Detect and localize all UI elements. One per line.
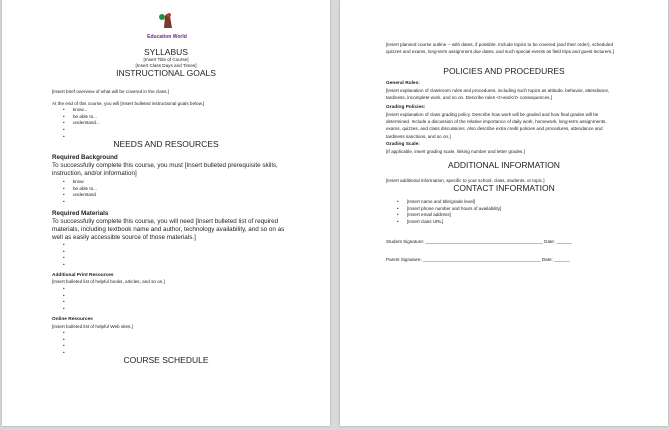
list-item <box>63 262 73 269</box>
parent-signature-line: Parent Signature: ______________________________________________ Date: ______ <box>386 257 570 262</box>
required-background-text: To successfully complete this course, you must [Insert bulleted prerequisite skills, instruction, and/or information] <box>52 162 278 177</box>
print-list <box>63 286 73 313</box>
required-background-label: Required Background <box>52 154 118 161</box>
student-signature-line: Student Signature: ______________________________________________ Date: ______ <box>386 239 572 244</box>
list-item: • be able to... <box>63 114 100 121</box>
general-rules-label: General Rules: <box>386 81 420 86</box>
list-item: • know <box>63 179 97 186</box>
general-rules-text: [Insert explanation of classroom rules and procedures, including such topics as attitude, behavior, attendance, tardiness, incomplete work, and so on. Describe rules <I>and</I> consequences.] <box>386 88 610 101</box>
list-item: • [Insert name and title/grade level] <box>397 199 501 206</box>
online-resources-label: Online Resources <box>52 317 93 322</box>
list-item <box>63 337 73 344</box>
list-item <box>63 255 73 262</box>
instructional-goals-heading: INSTRUCTIONAL GOALS <box>116 68 216 78</box>
list-item <box>63 242 73 249</box>
page-2 <box>340 0 668 426</box>
list-item <box>63 343 73 350</box>
additional-info-text: [Insert additional information, specific to your school, class, students, or topic.] <box>386 178 545 183</box>
list-item <box>63 199 97 206</box>
course-title: [Insert Title of Course] <box>143 57 189 62</box>
list-item <box>63 330 73 337</box>
materials-list <box>63 242 73 269</box>
list-item: • understand <box>63 192 97 199</box>
list-item: • know... <box>63 107 100 114</box>
course-schedule-heading: COURSE SCHEDULE <box>123 355 209 365</box>
needs-heading: NEEDS AND RESOURCES <box>113 139 219 149</box>
list-item <box>63 306 73 313</box>
syllabus-title: SYLLABUS <box>144 47 188 57</box>
list-item: • [Insert email address] <box>397 212 501 219</box>
goals-list <box>63 107 100 140</box>
goals-intro: At the end of this course, you will [Insert bulleted instructional goals below.] <box>52 101 205 106</box>
course-outline-text: [Insert planned course outline -- with dates, if possible. Include topics to be covered (and their order), scheduled quizzes and exams, long-term assignment due dates, and such special events as field trips and guest lecturers.] <box>386 42 614 55</box>
background-list <box>63 179 97 206</box>
list-item <box>63 293 73 300</box>
list-item <box>63 286 73 293</box>
grading-scale-label: Grading Scale: <box>386 142 420 147</box>
print-resources-text: [Insert bulleted list of helpful books, articles, and so on.] <box>52 279 165 284</box>
list-item: • understand... <box>63 120 100 127</box>
required-materials-text: To successfully complete this course, you will need [Insert bulleted list of required materials, including textbook name and author, technology availability, and so on as well as easily accessible source of those materials.] <box>52 218 285 241</box>
contact-list <box>397 199 501 226</box>
list-item <box>63 249 73 256</box>
grading-policies-text: [Insert explanation of class grading policy. Describe how work will be graded and how final grades will be determined. Include a discussion of the relative importance of daily work, homework, long-term assignments, exams, quizzes, and class discussions. Also describe extra credit policies and procedures, attendance and tardiness sanctions, and so on.] <box>386 112 607 139</box>
online-resources-text: [Insert bulleted list of helpful Web sites.] <box>52 324 133 329</box>
contact-info-heading: CONTACT INFORMATION <box>453 183 555 193</box>
grading-scale-text: [If applicable, insert grading scale, linking number and letter grades.] <box>386 149 525 154</box>
policies-heading: POLICIES AND PROCEDURES <box>443 66 565 76</box>
print-resources-label: Additional Print Resources <box>52 273 114 278</box>
overview-text: [Insert brief overview of what will be covered in the class.] <box>52 89 169 94</box>
list-item: • be able to... <box>63 186 97 193</box>
online-list <box>63 330 73 357</box>
additional-info-heading: ADDITIONAL INFORMATION <box>448 160 560 170</box>
course-days: [Insert Class Days and Times] <box>135 63 197 68</box>
grading-policies-label: Grading Policies: <box>386 105 426 110</box>
required-materials-label: Required Materials <box>52 210 109 217</box>
education-world-logo: Education World <box>145 12 189 40</box>
list-item <box>63 299 73 306</box>
list-item <box>63 127 100 134</box>
page-1 <box>2 0 330 426</box>
list-item: • [Insert class URL] <box>397 219 501 226</box>
list-item: • [Insert phone number and hours of availability] <box>397 206 501 213</box>
